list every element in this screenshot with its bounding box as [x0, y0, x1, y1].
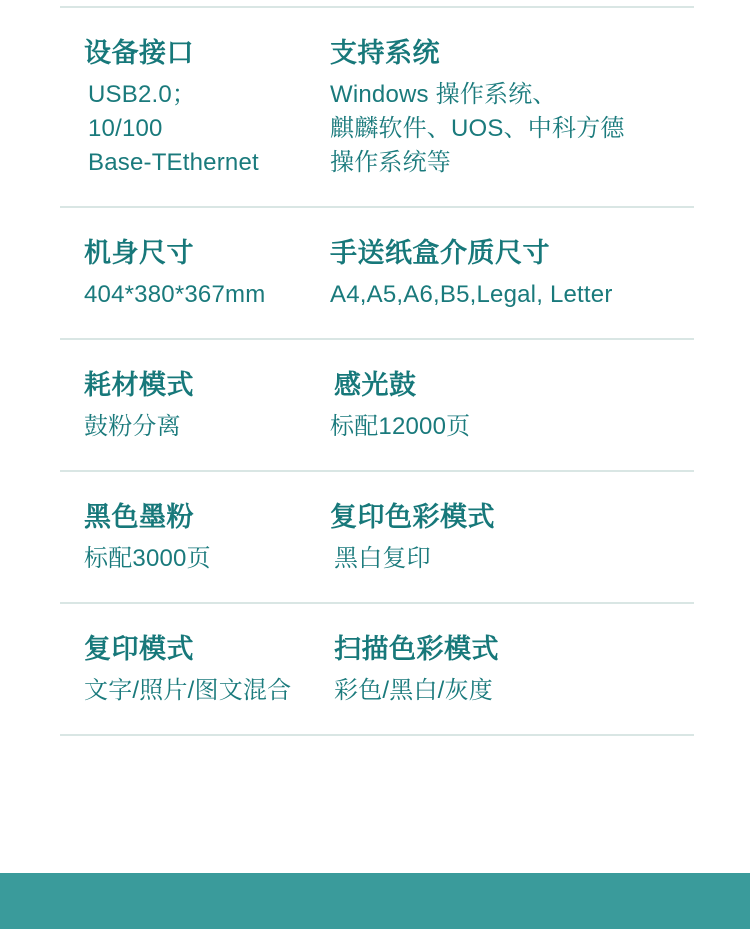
spec-value: 鼓粉分离 — [84, 413, 181, 440]
table-row — [60, 208, 694, 340]
footer-bar — [0, 873, 750, 929]
table-row — [60, 8, 694, 208]
spec-value: 404*380*367mm — [84, 281, 266, 308]
spec-cell-right — [328, 368, 694, 444]
specification-table — [60, 0, 694, 736]
spec-label: 感光鼓 — [334, 370, 417, 400]
table-row — [60, 604, 694, 736]
spec-cell-right — [328, 236, 694, 312]
spec-cell-right — [328, 36, 694, 180]
spec-value: 彩色/黑白/灰度 — [334, 677, 493, 704]
spec-value: A4,A5,A6,B5,Legal, Letter — [330, 281, 613, 308]
spec-cell-left — [60, 36, 328, 180]
spec-label: 复印色彩模式 — [330, 502, 495, 532]
spec-value: 标配12000页 — [330, 413, 471, 440]
spec-cell-left — [60, 632, 328, 708]
spec-value: 标配3000页 — [84, 545, 211, 572]
spec-label: 机身尺寸 — [84, 238, 194, 268]
spec-label: 耗材模式 — [84, 370, 194, 400]
spec-label: 支持系统 — [330, 38, 440, 68]
spec-label: 手送纸盒介质尺寸 — [330, 238, 550, 268]
table-row — [60, 472, 694, 604]
spec-value: Windows 操作系统、 麒麟软件、UOS、中科方德 操作系统等 — [330, 81, 625, 176]
spec-label: 黑色墨粉 — [84, 502, 194, 532]
spec-value: 黑白复印 — [334, 545, 431, 572]
spec-label: 设备接口 — [84, 38, 194, 68]
spec-cell-right — [328, 632, 694, 708]
spec-cell-left — [60, 500, 328, 576]
spec-card — [22, 0, 728, 890]
spec-cell-left — [60, 368, 328, 444]
spec-cell-right — [328, 500, 694, 576]
spec-value: USB2.0； 10/100 Base-TEthernet — [88, 81, 259, 176]
spec-label: 复印模式 — [84, 634, 194, 664]
table-row — [60, 340, 694, 472]
spec-label: 扫描色彩模式 — [334, 634, 499, 664]
spec-value: 文字/照片/图文混合 — [84, 677, 292, 704]
spec-cell-left — [60, 236, 328, 312]
table-row — [60, 0, 694, 8]
